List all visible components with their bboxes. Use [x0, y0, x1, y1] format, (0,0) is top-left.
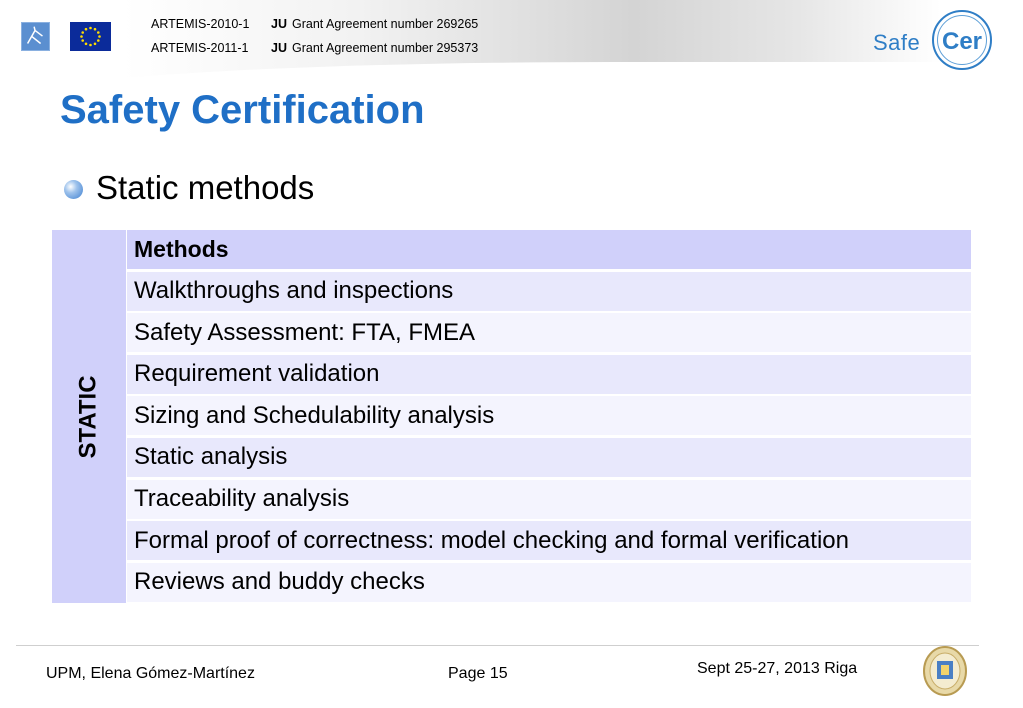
- footer-author: UPM, Elena Gómez-Martínez: [46, 665, 255, 682]
- table-row: Safety Assessment: FTA, FMEA: [127, 313, 971, 352]
- grant-ju: JU: [271, 17, 287, 31]
- category-cell: [52, 230, 126, 603]
- table-row: Sizing and Schedulability analysis: [127, 396, 971, 435]
- footer-divider: [16, 645, 979, 646]
- table-header: Methods: [127, 230, 971, 269]
- table-row: Static analysis: [127, 438, 971, 477]
- grant-code: ARTEMIS-2010-1: [151, 17, 250, 31]
- slide-title: Safety Certification: [60, 88, 425, 132]
- grant-agreement: Grant Agreement number 269265: [292, 17, 479, 31]
- artemis-logo: [21, 22, 50, 51]
- category-label-wrap: [52, 230, 126, 603]
- safecer-logo: [870, 8, 995, 74]
- grant-agreement: Grant Agreement number 295373: [292, 41, 479, 55]
- artemis-figure-icon: [22, 23, 49, 50]
- table-row: Reviews and buddy checks: [127, 563, 971, 602]
- category-label: STATIC: [75, 374, 103, 459]
- eu-flag-logo: [70, 22, 111, 51]
- footer-page-number: Page 15: [448, 665, 508, 682]
- safecer-cer-text: Cer: [942, 28, 983, 55]
- table-row: Formal proof of correctness: model checking and formal verification: [127, 521, 971, 560]
- grant-code: ARTEMIS-2011-1: [151, 41, 249, 55]
- bullet-text: Static methods: [96, 169, 315, 206]
- table-row: Requirement validation: [127, 355, 971, 394]
- methods-table: [127, 230, 971, 604]
- grant-ju: JU: [271, 41, 287, 55]
- table-row: Traceability analysis: [127, 480, 971, 519]
- safecer-safe-text: Safe: [873, 30, 921, 55]
- footer-date: Sept 25-27, 2013 Riga: [697, 660, 858, 677]
- eu-stars-icon: [70, 22, 111, 51]
- upm-crest-logo: [922, 645, 968, 697]
- bullet-dot-icon: [64, 180, 83, 199]
- table-row: Walkthroughs and inspections: [127, 272, 971, 311]
- crest-icon: [922, 645, 968, 697]
